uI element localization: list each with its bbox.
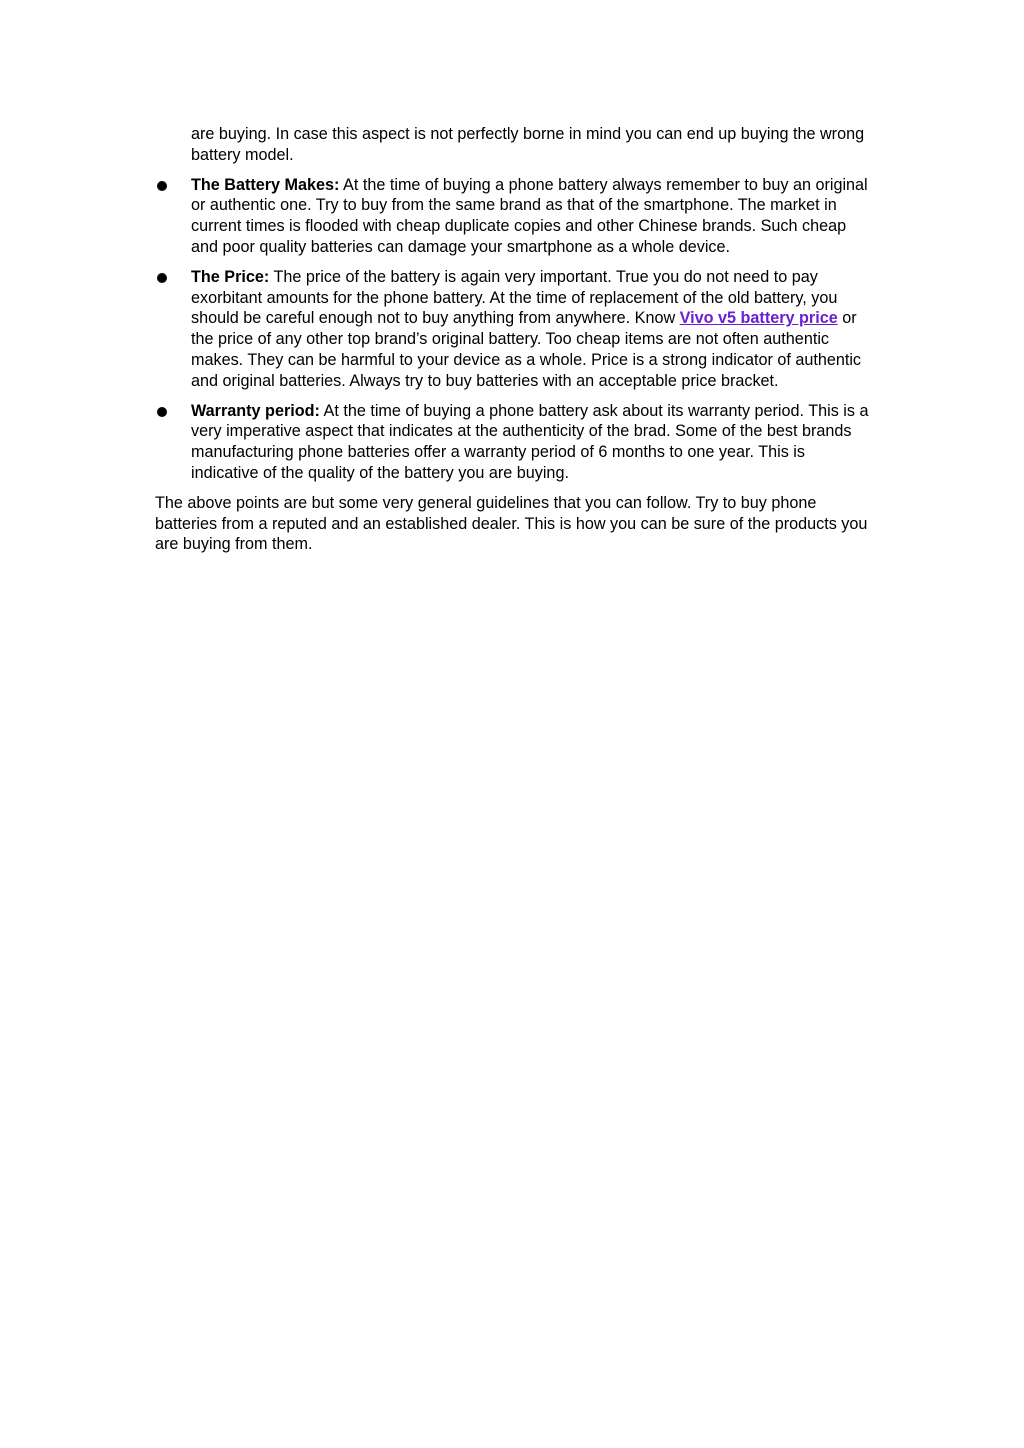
bullet-heading: Warranty period: — [191, 401, 320, 420]
bullet-dot-icon — [157, 407, 167, 417]
bullet-item-warranty — [155, 401, 875, 484]
intro-continuation: are buying. In case this aspect is not perfectly borne in mind you can end up buying the wrong battery model. — [191, 125, 865, 164]
bullet-text-before-link: The price of the battery is again very important. True you do not need to pay exorbitant amounts for the phone battery. At the time of replacement of the old battery, you should be careful enough not to buy anything from anywhere. Know — [191, 267, 838, 328]
document-page — [155, 124, 875, 555]
bullet-item-battery-makes — [155, 175, 875, 258]
bullet-dot-icon — [157, 181, 167, 191]
bullet-text: At the time of buying a phone battery ask about its warranty period. This is a very imperative aspect that indicates at the authenticity of the brad. Some of the best brands manufacturing phone batteries offer a warranty period of 6 months to one year. This is indicative of the quality of the battery you are buying. — [191, 401, 869, 482]
conclusion-paragraph: The above points are but some very general guidelines that you can follow. Try to buy phone batteries from a reputed and an established dealer. This is how you can be sure of the products you are buying from them. — [155, 493, 868, 554]
bullet-text: At the time of buying a phone battery always remember to buy an original or authentic one. Try to buy from the same brand as that of the smartphone. The market in current times is flooded with cheap duplicate copies and other Chinese brands. Such cheap and poor quality batteries can damage your smartphone as a whole device. — [191, 175, 868, 256]
bullet-heading: The Price: — [191, 267, 270, 286]
bullet-dot-icon — [157, 273, 167, 283]
vivo-battery-price-link[interactable]: Vivo v5 battery price — [679, 309, 838, 328]
bullet-item-price — [155, 267, 875, 392]
bullet-heading: The Battery Makes: — [191, 175, 340, 194]
bullet-text-after-link: or the price of any other top brand’s original battery. Too cheap items are not often authentic makes. They can be harmful to your device as a whole. Price is a strong indicator of authentic and original batteries. Always try to buy batteries with an acceptable price bracket. — [191, 309, 862, 390]
